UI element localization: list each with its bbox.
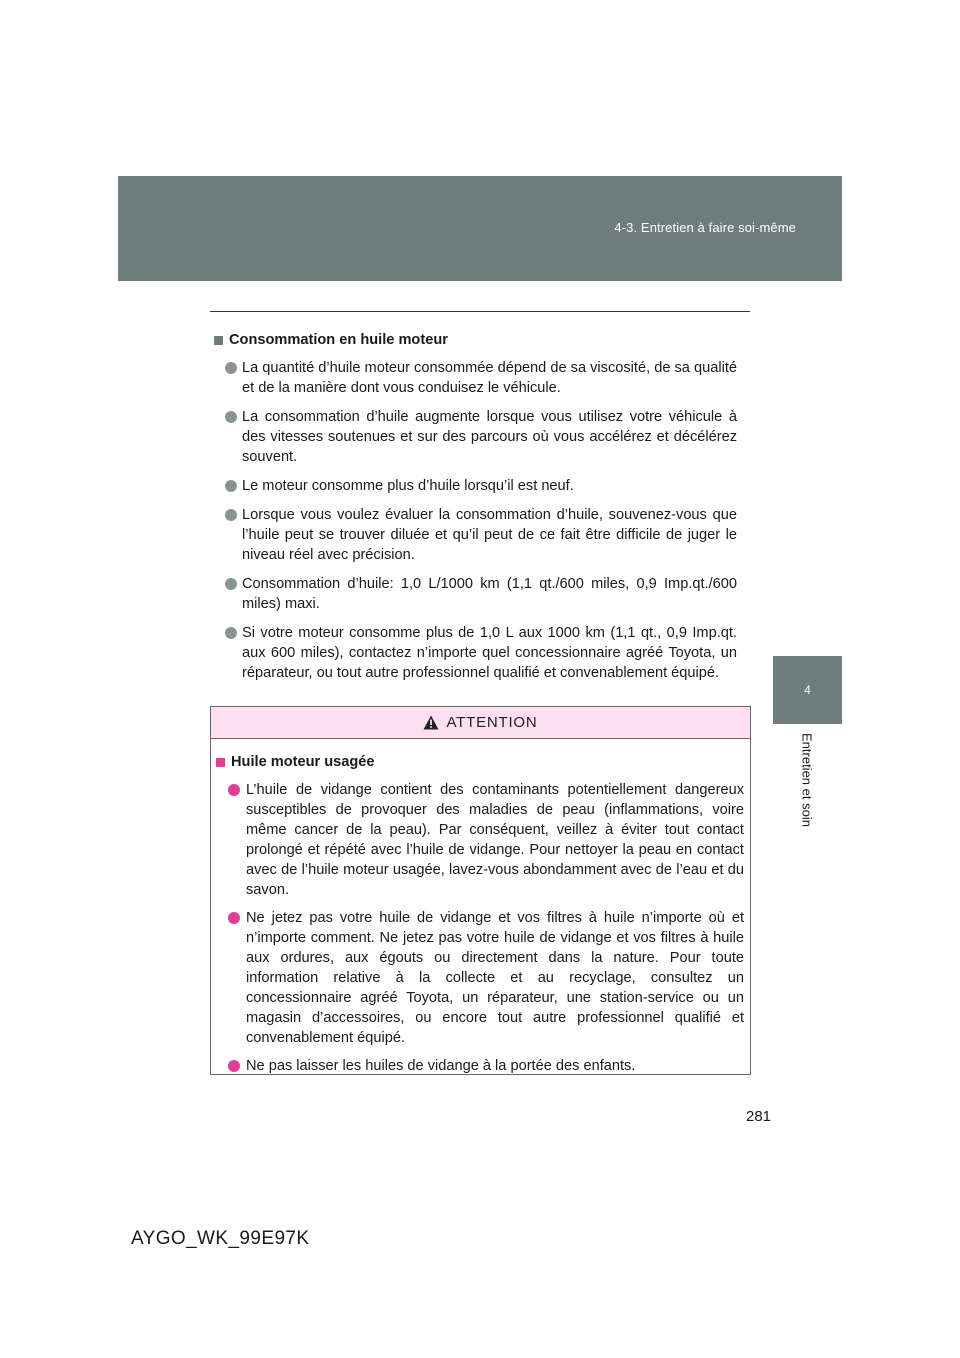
circle-bullet-icon — [225, 627, 237, 639]
list-item — [212, 505, 737, 565]
list-item — [212, 476, 737, 496]
warning-heading — [214, 752, 744, 772]
warning-box — [210, 706, 751, 1075]
section-title: Consommation en huile moteur — [229, 332, 448, 348]
circle-bullet-icon — [228, 912, 240, 924]
list-item — [212, 574, 737, 614]
warning-triangle-icon — [423, 715, 439, 730]
warning-header — [211, 707, 750, 739]
square-bullet-icon — [214, 336, 223, 345]
square-bullet-icon — [216, 758, 225, 767]
warning-content — [211, 739, 750, 1076]
header-band — [118, 176, 842, 281]
circle-bullet-icon — [225, 578, 237, 590]
list-item-text: La quantité d’huile moteur consommée dépend de sa viscosité, de sa qualité et de la manière dont vous conduisez le véhicule. — [242, 360, 737, 396]
section-header-title: 4-3. Entretien à faire soi-même — [614, 220, 796, 235]
list-item-text: Si votre moteur consomme plus de 1,0 L aux 1000 km (1,1 qt., 0,9 Imp.qt. aux 600 miles), contactez n’importe quel concessionnaire agréé Toyota, un réparateur, ou tout autre professionnel qualifié et convenablement équipé. — [242, 625, 737, 681]
list-item — [212, 358, 737, 398]
list-item-text: Le moteur consomme plus d’huile lorsqu’il est neuf. — [242, 478, 574, 494]
list-item — [214, 1056, 744, 1076]
circle-bullet-icon — [228, 1060, 240, 1072]
list-item-text: Lorsque vous voulez évaluer la consommation d’huile, souvenez-vous que l’huile peut se trouver diluée et qu’il peut de ce fait être difficile de juger le niveau réel avec précision. — [242, 507, 737, 563]
chapter-tab-number: 4 — [773, 656, 842, 724]
circle-bullet-icon — [225, 480, 237, 492]
circle-bullet-icon — [228, 784, 240, 796]
list-item-text: Ne jetez pas votre huile de vidange et vos filtres à huile n’importe où et n’importe comment. Ne jetez pas votre huile de vidange et vos filtres à huile aux ordures, aux égouts ou directement dans la nature. Pour toute information relative à la collecte et au recyclage, consultez un concessionnaire agréé Toyota, un réparateur, une station-service ou un magasin d’accessoires, ou encore tout autre professionnel qualifié et convenablement équipé. — [246, 910, 744, 1046]
list-item-text: Consommation d’huile: 1,0 L/1000 km (1,1 qt./600 miles, 0,9 Imp.qt./600 miles) maxi. — [242, 576, 737, 612]
document-code: AYGO_WK_99E97K — [131, 1228, 310, 1249]
page-number: 281 — [746, 1108, 772, 1125]
list-item-text: L’huile de vidange contient des contaminants potentiellement dangereux susceptibles de provoquer des maladies de peau (inflammations, voire même cancer de la peau). Par conséquent, veillez à éviter tout contact prolongé et répété avec l’huile de vidange. Pour nettoyer la peau en contact avec de l’huile moteur usagée, lavez-vous abondamment avec de l’eau et du savon. — [246, 782, 744, 898]
warning-header-label: ATTENTION — [446, 714, 538, 731]
list-item — [212, 623, 737, 683]
main-section — [212, 330, 737, 692]
list-item — [214, 780, 744, 900]
list-item-text: La consommation d’huile augmente lorsque vous utilisez votre véhicule à des vitesses soutenues et sur des parcours où vous accélérez et décélérez souvent. — [242, 409, 737, 465]
circle-bullet-icon — [225, 411, 237, 423]
chapter-tab-label: Entretien et soin — [799, 733, 815, 827]
circle-bullet-icon — [225, 509, 237, 521]
list-item-text: Ne pas laisser les huiles de vidange à la portée des enfants. — [246, 1058, 636, 1074]
circle-bullet-icon — [225, 362, 237, 374]
list-item — [214, 908, 744, 1048]
list-item — [212, 407, 737, 467]
warning-title: Huile moteur usagée — [231, 754, 375, 770]
top-divider — [210, 311, 750, 312]
section-heading — [212, 330, 737, 350]
